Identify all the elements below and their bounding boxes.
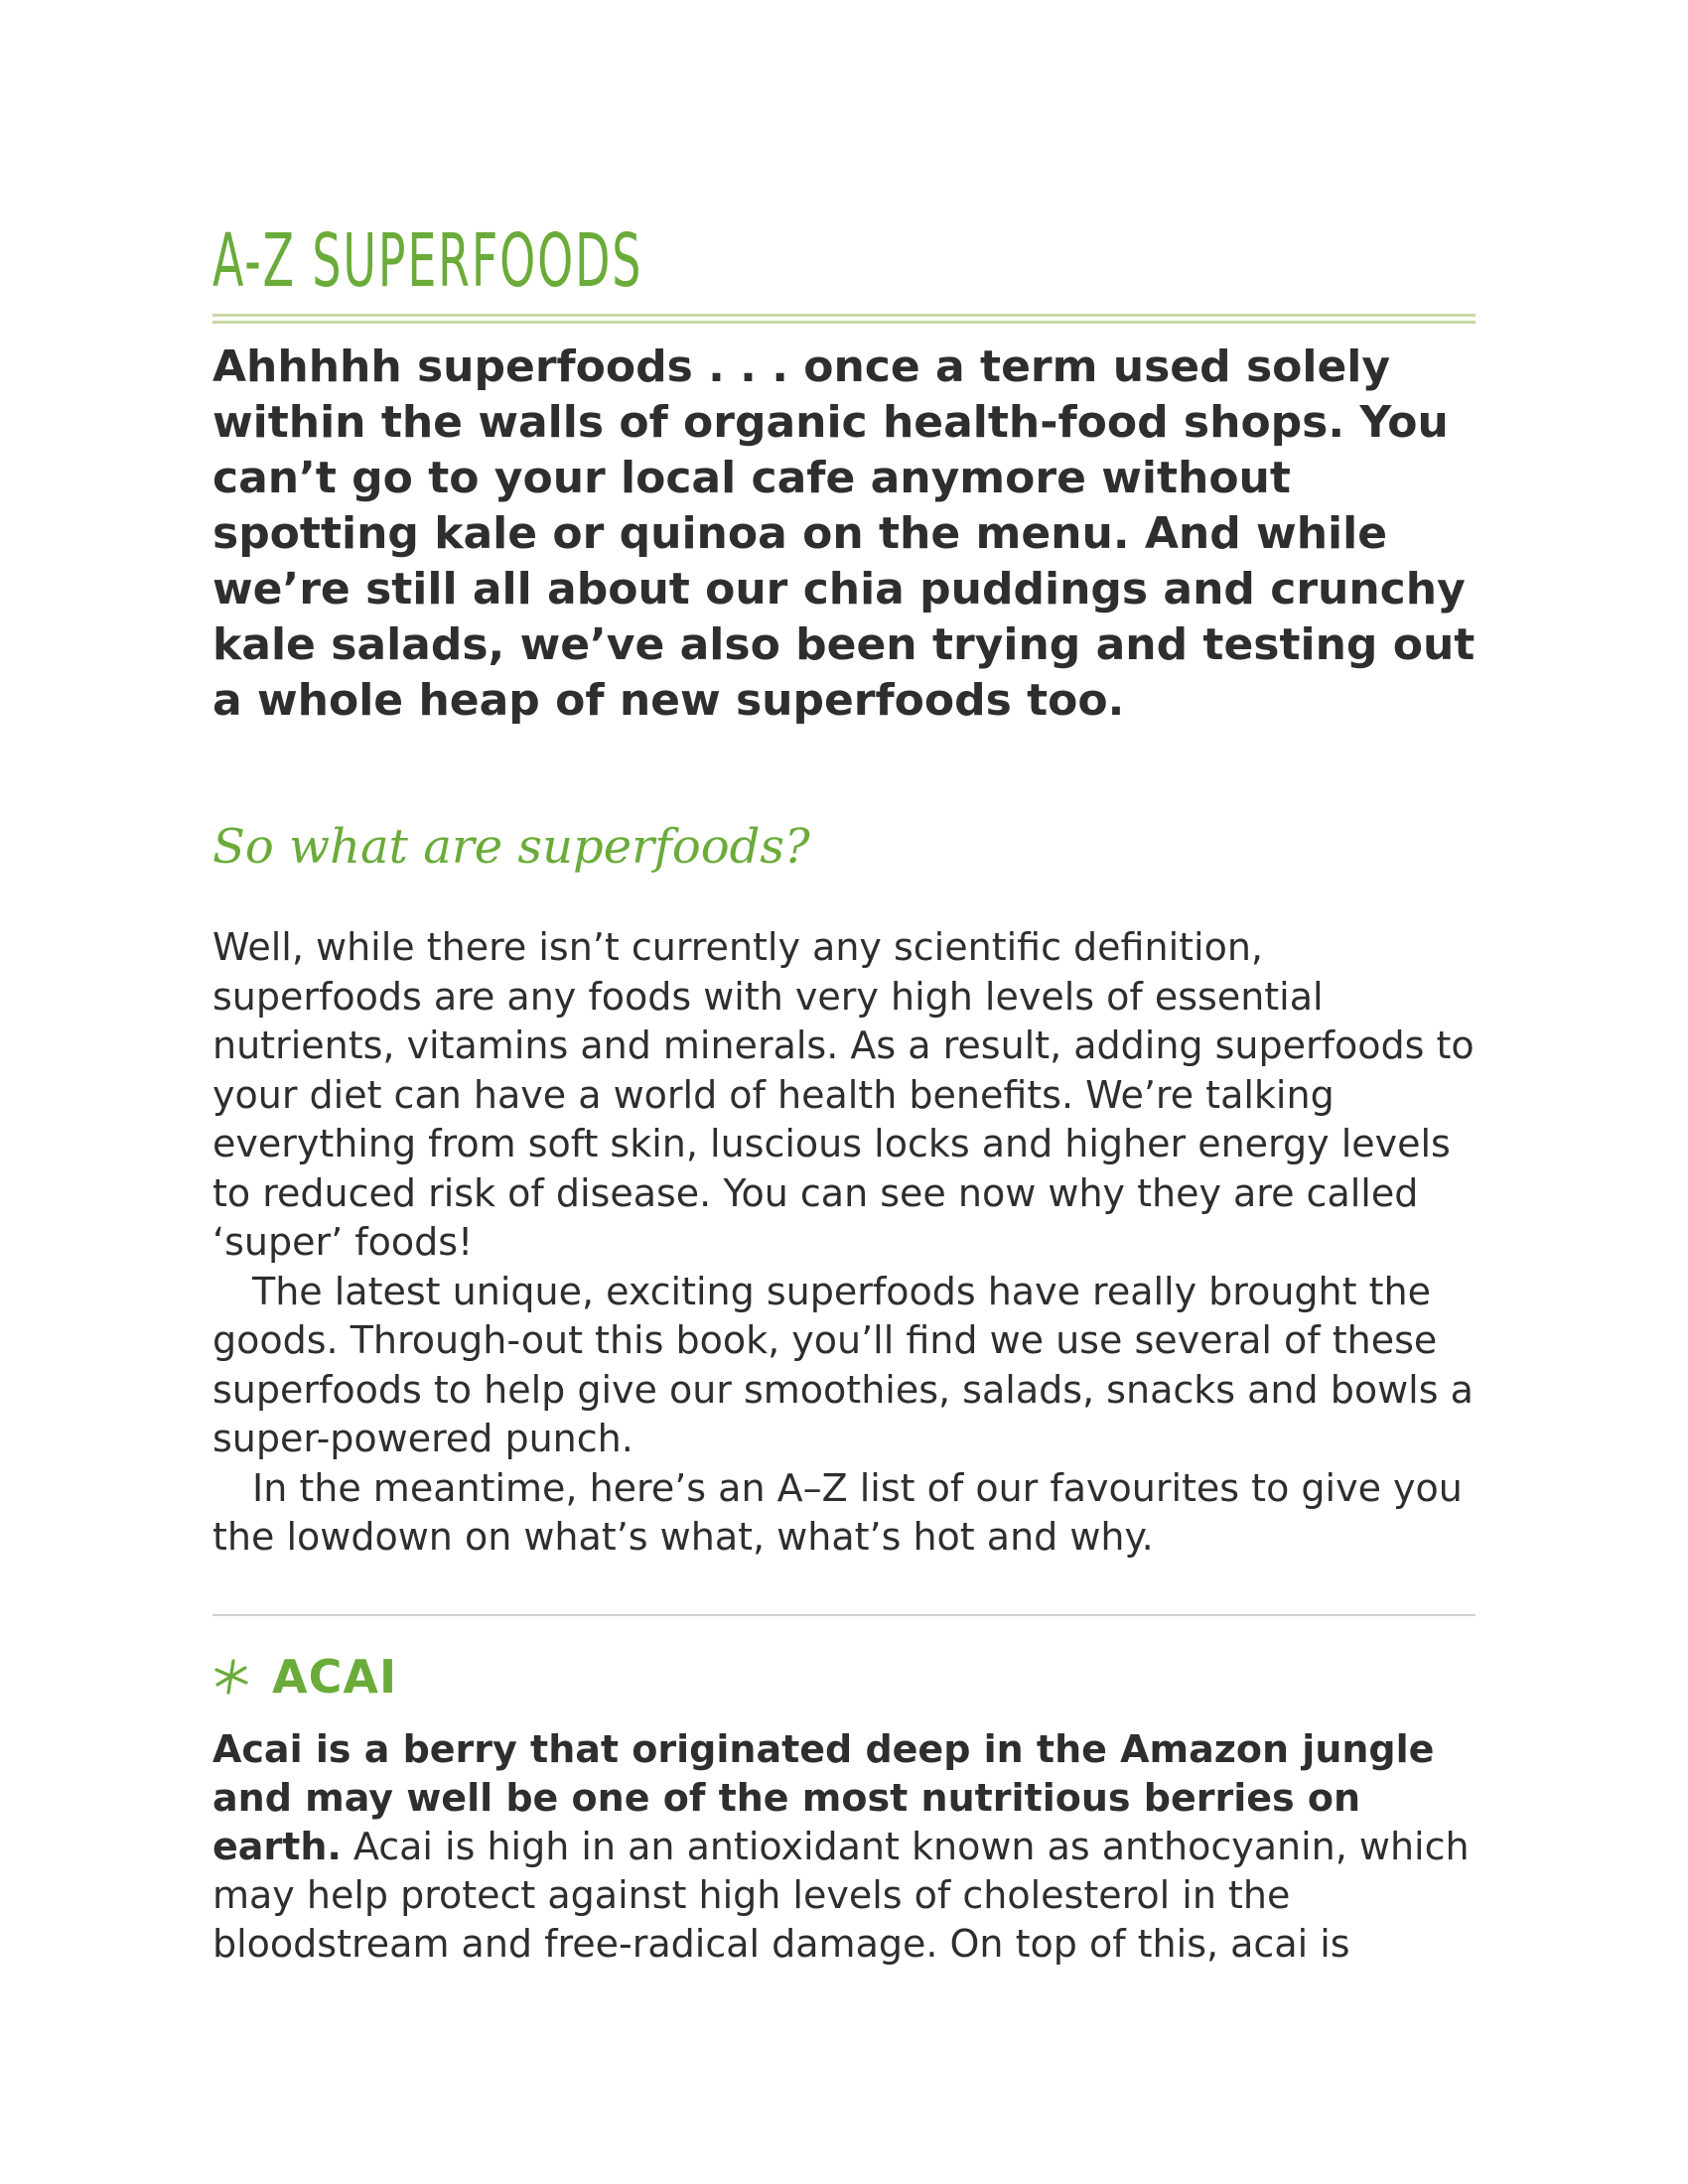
entry-body: Acai is high in an antioxidant known as anthocyanin, which may help protect against high levels of cholesterol in the bloodstream and free-radical damage. On top of this, acai is [212, 1825, 1470, 1966]
body-paragraph-3: In the meantime, here’s an A–Z list of our favourites to give you the lowdown on what’s what, what’s hot and why. [212, 1465, 1463, 1559]
section-divider [212, 1614, 1476, 1616]
body-paragraph-1: Well, while there isn’t currently any scientific definition, superfoods are any foods with very high levels of essential nutrients, vitamins and minerals. As a result, adding superfoods to your diet can have a world of health benefits. We’re talking everything from soft skin, luscious locks and higher energy levels to reduced risk of disease. You can see now why they are called ‘super’ foods! [212, 925, 1475, 1264]
body-paragraph-2: The latest unique, exciting superfoods have really brought the goods. Through-out this book, you’ll find we use several of these superfoods to help give our smoothies, salads, snacks and bowls a super-powered punch. [212, 1269, 1474, 1460]
entry-text [212, 1725, 1476, 1969]
intro-paragraph: Ahhhhh superfoods . . . once a term used solely within the walls of organic health-food shops. You can’t go to your local cafe anymore without spotting kale or quinoa on the menu. And while we’re still all about our chia puddings and crunchy kale salads, we’ve also been trying and testing out a whole heap of new superfoods too. [212, 341, 1476, 726]
section-body [212, 923, 1476, 1563]
entry-heading [212, 1650, 397, 1704]
page-title: A-Z SUPERFOODS [212, 218, 643, 304]
entry-lead: Acai is a berry that originated deep in the Amazon jungle and may well be one of the most nutritious berries on earth. [212, 1727, 1435, 1868]
asterisk-star-icon [212, 1658, 250, 1696]
entry-title: ACAI [272, 1650, 398, 1704]
title-divider [212, 314, 1476, 324]
section-heading: So what are superfoods? [212, 819, 810, 875]
